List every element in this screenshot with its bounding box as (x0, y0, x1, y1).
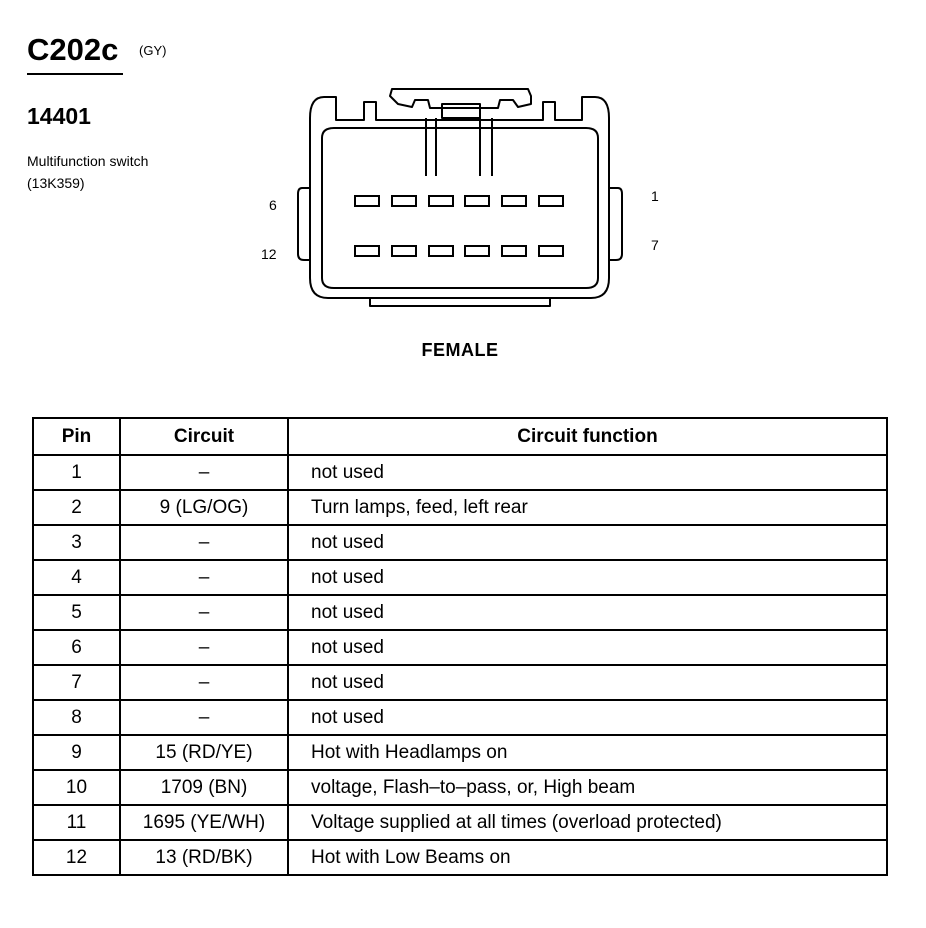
pinout-table (32, 417, 888, 876)
pin-cell: 11 (33, 805, 120, 840)
header-circuit-function: Circuit function (288, 418, 887, 455)
header-pin: Pin (33, 418, 120, 455)
pin-label-7: 7 (651, 237, 659, 253)
circuit-cell: 13 (RD/BK) (120, 840, 288, 875)
table-row (33, 840, 887, 875)
circuit-cell: – (120, 630, 288, 665)
circuit-function-cell: not used (288, 560, 887, 595)
table-row (33, 630, 887, 665)
pin-cell: 7 (33, 665, 120, 700)
pin-cell: 5 (33, 595, 120, 630)
header-circuit: Circuit (120, 418, 288, 455)
circuit-function-cell: Hot with Headlamps on (288, 735, 887, 770)
pin-label-12: 12 (261, 246, 277, 262)
pin-cell: 3 (33, 525, 120, 560)
circuit-function-cell: Hot with Low Beams on (288, 840, 887, 875)
table-row (33, 455, 887, 490)
table-row (33, 595, 887, 630)
pin-cell: 8 (33, 700, 120, 735)
circuit-function-cell: not used (288, 525, 887, 560)
pin-cell: 10 (33, 770, 120, 805)
table-header-row (33, 418, 887, 455)
pin-label-1: 1 (651, 188, 659, 204)
part-number: 14401 (27, 103, 91, 129)
circuit-function-cell: Voltage supplied at all times (overload protected) (288, 805, 887, 840)
pin-cell: 2 (33, 490, 120, 525)
table-row (33, 770, 887, 805)
circuit-cell: 1695 (YE/WH) (120, 805, 288, 840)
circuit-function-cell: Turn lamps, feed, left rear (288, 490, 887, 525)
circuit-function-cell: voltage, Flash–to–pass, or, High beam (288, 770, 887, 805)
circuit-function-cell: not used (288, 455, 887, 490)
table-row (33, 490, 887, 525)
pin-label-6: 6 (269, 197, 277, 213)
circuit-cell: – (120, 665, 288, 700)
table-row (33, 805, 887, 840)
table-row (33, 560, 887, 595)
circuit-function-cell: not used (288, 665, 887, 700)
pin-cell: 4 (33, 560, 120, 595)
component-description: Multifunction switch (27, 153, 149, 169)
circuit-cell: – (120, 700, 288, 735)
circuit-function-cell: not used (288, 595, 887, 630)
connector-gender-label: FEMALE (421, 340, 499, 360)
table-row (33, 525, 887, 560)
table-row (33, 665, 887, 700)
circuit-function-cell: not used (288, 630, 887, 665)
circuit-cell: – (120, 455, 288, 490)
pin-cell: 12 (33, 840, 120, 875)
circuit-cell: – (120, 595, 288, 630)
circuit-cell: 15 (RD/YE) (120, 735, 288, 770)
connector-id-underline (27, 73, 123, 75)
connector-outline-drawing (250, 80, 670, 320)
connector-face-diagram (250, 80, 670, 320)
table-row (33, 735, 887, 770)
connector-color-code: (GY) (139, 43, 167, 58)
pin-cell: 9 (33, 735, 120, 770)
connector-id: C202c (27, 32, 119, 67)
table-row (33, 700, 887, 735)
circuit-function-cell: not used (288, 700, 887, 735)
circuit-cell: – (120, 560, 288, 595)
component-part-code: (13K359) (27, 175, 85, 191)
pin-cell: 1 (33, 455, 120, 490)
pin-cell: 6 (33, 630, 120, 665)
circuit-cell: 1709 (BN) (120, 770, 288, 805)
circuit-cell: 9 (LG/OG) (120, 490, 288, 525)
circuit-cell: – (120, 525, 288, 560)
